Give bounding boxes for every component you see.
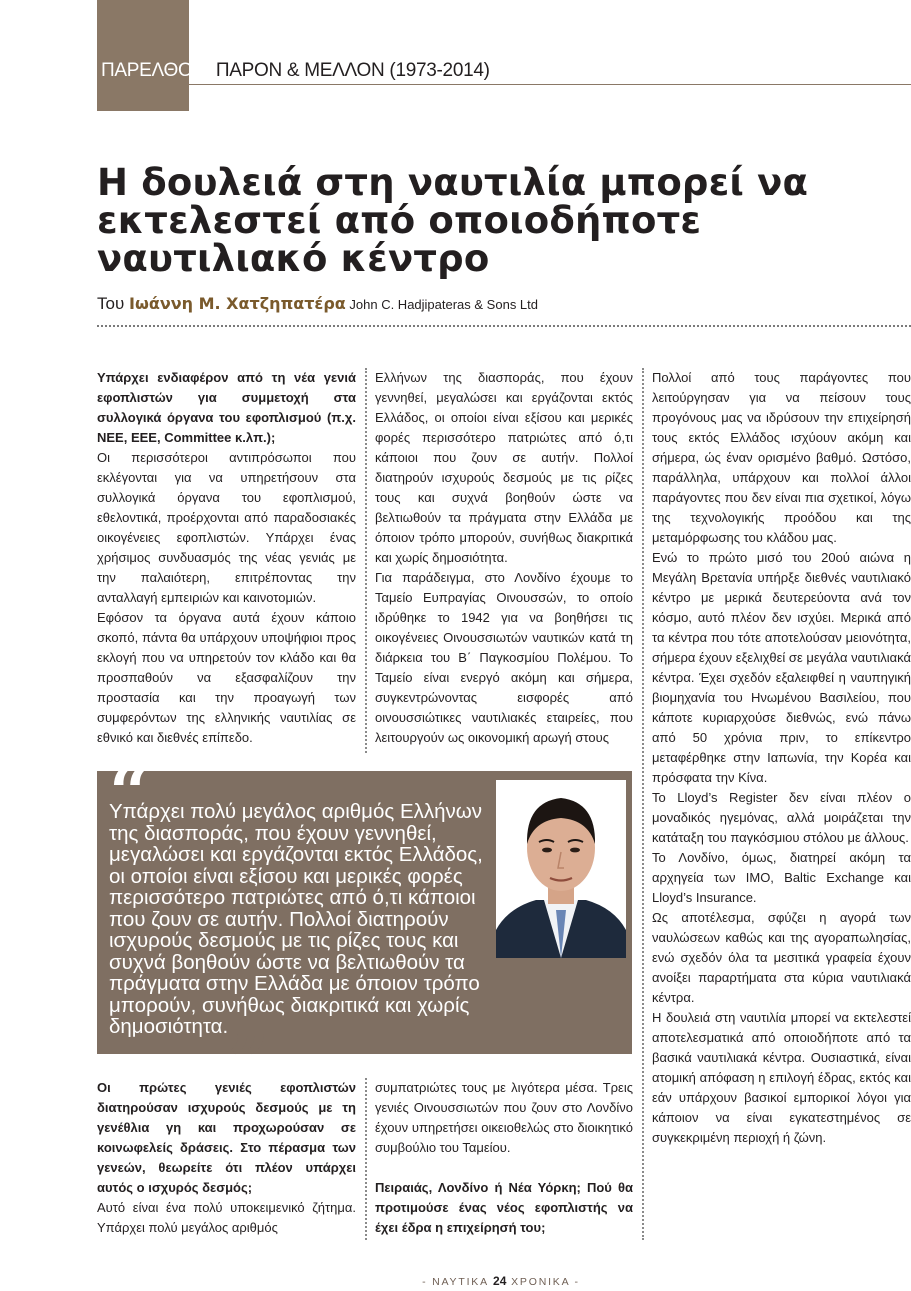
portrait-illustration bbox=[496, 780, 626, 958]
answer-paragraph: Για παράδειγμα, στο Λονδίνο έχουμε το Ταμείο Ευπραγίας Οινουσσών, το οποίο ιδρύθηκε το 1942 για να βοηθήσει τις οικογένειες Οινουσσιωτών ναυτικών κατά τη διάρκεια του Β΄ Παγκοσμίου Πολέμου. Το Ταμείο είναι ενεργό ακόμη και σήμερα, συγκεντρώνοντας εισφορές από οινουσσιώτικες ναυτιλιακές εταιρείες, που λειτουργούν ως οικονομική αρωγή στους bbox=[375, 570, 633, 745]
section-header-highlight: ΠΑΡΕΛΘΟΝ, bbox=[101, 60, 211, 81]
answer-paragraph: συμπατριώτες τους με λιγότερα μέσα. Τρεις γενιές Οινουσσιωτών που ζουν στο Λονδίνο έχουν υπηρετήσει οικειοθελώς στο διοικητικό συμβούλιο του Ταμείου. bbox=[375, 1080, 633, 1155]
answer-paragraph: Η δουλειά στη ναυτιλία μπορεί να εκτελεστεί αποτελεσματικά από οποιοδήποτε από τα βασικά ναυτιλιακά κέντρα. Ουσιαστικά, είναι ατομική απόφαση η επιλογή έδρας, εκτός και εάν υπάρχουν βασικοί εμπορικοί λόγοι για κάποιον να είναι εγκατεστημένος σε συγκεκριμένη περιοχή ή ζώνη. bbox=[652, 1010, 911, 1145]
answer-paragraph: Πολλοί από τους παράγοντες που λειτούργησαν για να πείσουν τους προγόνους μας να ιδρύσουν την επιχείρησή τους εκτός Ελλάδος ισχύουν ακόμη και σήμερα, ώς έναν ορισμένο βαθμό. Ωστόσο, παράλληλα, υπάρχουν και πολλοί άλλοι παράγοντες που δεν είναι πια σχετικοί, λόγω της τεχνολογικής προόδου και της μεταμόρφωσης του κλάδου μας. bbox=[652, 370, 911, 545]
answer-paragraph: Το Λονδίνο, όμως, διατηρεί ακόμη τα αρχηγεία των ΙΜΟ, Baltic Exchange και Lloyd’s Insurance. bbox=[652, 850, 911, 905]
answer-paragraph: Το Lloyd’s Register δεν είναι πλέον ο μοναδικός ηγεμόνας, αλλά μοιράζεται την κατάταξη του παγκόσμιου στόλου με άλλους. bbox=[652, 790, 911, 845]
column-divider bbox=[642, 368, 644, 1240]
answer-paragraph: Ως αποτέλεσμα, σφύζει η αγορά των ναυλώσεων καθώς και της αγοραπωλησίας, ενώ σχεδόν όλα τα μεσιτικά γραφεία έχουν ανοίξει παραρτήματα στα κύρια ναυτιλιακά κέντρα. bbox=[652, 910, 911, 1005]
article-title: Η δουλειά στη ναυτιλία μπορεί να εκτελεστεί από οποιοδήποτε ναυτιλιακό κέντρο bbox=[97, 161, 809, 280]
column-1-top bbox=[97, 368, 356, 748]
interview-question: Υπάρχει ενδιαφέρον από τη νέα γενιά εφοπλιστών για συμμετοχή στα συλλογικά όργανα του εφοπλισμού (π.χ. ΝΕΕ, ΕΕΕ, Committee κ.λπ.); bbox=[97, 370, 356, 445]
column-3 bbox=[652, 368, 911, 1148]
interview-question: Οι πρώτες γενιές εφοπλιστών διατηρούσαν ισχυρούς δεσμούς με τη γενέθλια γη και προχωρούσαν σε κοινωφελείς δράσεις. Στο πέρασμα των γενεών, θεωρείτε ότι πλέον υπάρχει αυτός ο ισχυρός δεσμός; bbox=[97, 1080, 356, 1195]
page-number: 24 bbox=[493, 1274, 507, 1288]
footer-left: - ΝΑΥΤΙΚΑ bbox=[422, 1276, 494, 1288]
answer-paragraph: Ελλήνων της διασποράς, που έχουν γεννηθεί, μεγαλώσει και εργάζονται εκτός Ελλάδος, οι οποίοι είναι εξίσου και μερικές φορές περισσότερο πατριώτες από ό,τι κάποιοι που ζουν σε αυτήν. Πολλοί διατηρούν ισχυρούς δεσμούς με τις ρίζες τους και συχνά βοηθούν ώστε να βελτιωθούν τα πράγματα στην Ελλάδα με όποιον τρόπο μπορούν, συνήθως διακριτικά και χωρίς δημοσιότητα. bbox=[375, 370, 633, 565]
footer-right: ΧΡΟΝΙΚΑ - bbox=[506, 1276, 580, 1288]
section-header bbox=[101, 60, 490, 82]
column-2-top bbox=[375, 368, 633, 748]
answer-paragraph: Εφόσον τα όργανα αυτά έχουν κάποιο σκοπό, πάντα θα υπάρχουν υποψήφιοι προς εκλογή που να υπηρετούν τον κλάδο και θα προσπαθούν να εξασφαλίζουν την προστασία και την προαγωγή των συμφερόντων της ελληνικής ναυτιλίας σε εθνικό και διεθνές επίπεδο. bbox=[97, 610, 356, 745]
close-quote-mark: ” bbox=[228, 1018, 270, 1103]
column-1-bottom bbox=[97, 1078, 356, 1238]
author-portrait bbox=[496, 780, 626, 958]
section-header-rest: ΠΑΡΟΝ & ΜΕΛΛΟΝ (1973-2014) bbox=[210, 60, 490, 81]
section-tab-block bbox=[97, 0, 189, 111]
interview-question: Πειραιάς, Λονδίνο ή Νέα Υόρκη; Πού θα προτιμούσε ένας νέος εφοπλιστής να έχει έδρα η επιχείρησή του; bbox=[375, 1180, 633, 1235]
answer-paragraph: Ενώ το πρώτο μισό του 20ού αιώνα η Μεγάλη Βρετανία υπήρξε διεθνές ναυτιλιακό κέντρο με μερικά δευτερεύοντα ανά τον κόσμο, αυτό πλέον δεν ισχύει. Μερικά από τα κέντρα που τότε αποτελούσαν μειονότητα, σήμερα έχουν εξελιχθεί σε μεγάλα ναυτιλιακά κέντρα. Έχει σχεδόν εξαλειφθεί η ναυπηγική βιομηχανία του Ηνωμένου Βασιλείου, που κάποτε κυριαρχούσε διεθνώς, ενώ πάνω από 50 χρόνια πριν, το επίκεντρο μεταφέρθηκε στην Ιαπωνία, την Κορέα και πρόσφατα την Κίνα. bbox=[652, 550, 911, 785]
answer-paragraph: Αυτό είναι ένα πολύ υποκειμενικό ζήτημα. Υπάρχει πολύ μεγάλος αριθμός bbox=[97, 1200, 356, 1235]
byline bbox=[97, 294, 538, 314]
page-footer bbox=[0, 1274, 911, 1288]
pull-quote-text: Υπάρχει πολύ μεγάλος αριθμός Ελλήνων της διασποράς, που έχουν γεννηθεί, μεγαλώσει και εργάζονται εκτός Ελλάδος, οι οποίοι είναι εξίσου και μερικές φορές περισσότερο πατριώτες από ό,τι κάποιοι που ζουν σε αυτήν. Πολλοί διατηρούν ισχυρούς δεσμούς με τις ρίζες τους και συχνά βοηθούν ώστε να βελτιωθούν τα πράγματα στην Ελλάδα με όποιον τρόπο μπορούν, συνήθως διακριτικά και χωρίς δημοσιότητα. bbox=[109, 800, 483, 1038]
author-name: Ιωάννη Μ. Χατζηπατέρα bbox=[129, 294, 346, 313]
byline-prefix: Του bbox=[97, 294, 129, 313]
byline-divider bbox=[97, 325, 911, 327]
column-divider bbox=[365, 368, 367, 753]
answer-paragraph: Οι περισσότεροι αντιπρόσωποι που εκλέγονται για να υπηρετήσουν στα συλλογικά όργανα του εφοπλισμού, εθελοντικά, προέρχονται από παραδοσιακές οικογένειες εφοπλιστών. Υπάρχει ένας χρήσιμος συνδυασμός της νέας γενιάς με την παλαιότερη, επιτρέποντας την ανταλλαγή εμπειριών και καινοτομιών. bbox=[97, 450, 356, 605]
column-2-bottom bbox=[375, 1078, 633, 1238]
header-rule bbox=[97, 84, 911, 85]
open-quote-mark: “ bbox=[109, 750, 151, 835]
author-company: John C. Hadjipateras & Sons Ltd bbox=[345, 297, 539, 312]
column-divider bbox=[365, 1078, 367, 1240]
